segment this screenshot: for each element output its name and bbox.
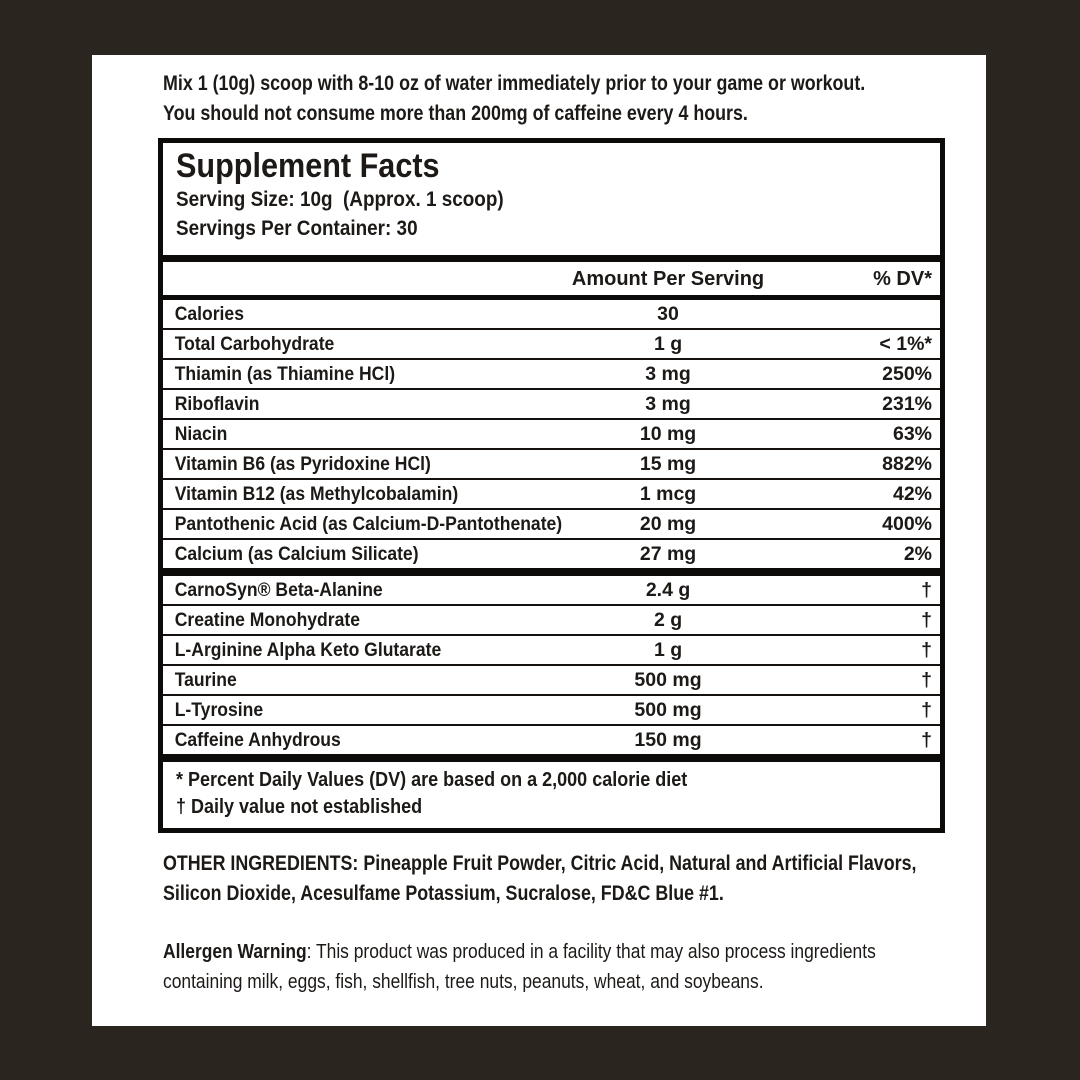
directions-line-1: Mix 1 (10g) scoop with 8-10 oz of water immediately prior to your game or workout. [163,72,866,95]
ingredient-dv: 63% [892,423,932,445]
footnote-dv: * Percent Daily Values (DV) are based on a 2,000 calorie diet [176,769,688,791]
serving-size: Serving Size: 10g (Approx. 1 scoop) [176,188,504,211]
table-header-row [163,262,940,300]
ingredient-dv: † [921,609,932,631]
ingredient-dv: † [921,699,932,721]
servings-per-container: Servings Per Container: 30 [176,217,418,240]
divider-thick-bottom [163,754,940,762]
ingredient-name: Riboflavin [174,393,260,415]
table-row [163,300,940,330]
ingredient-amount: 27 mg [639,543,697,565]
directions-text [163,69,945,129]
ingredient-amount: 30 [657,303,679,325]
ingredient-amount: 3 mg [645,363,691,385]
ingredient-dv: † [921,639,932,661]
ingredient-dv: 2% [903,543,932,565]
ingredient-name: CarnoSyn® Beta-Alanine [174,579,383,601]
allergen-warning-body: : This product was produced in a facility that may also process ingredients containing milk, eggs, fish, shellfish, tree nuts, peanuts, wheat, and soybeans. [163,940,876,993]
ingredient-dv: 42% [892,483,932,505]
ingredient-name: Niacin [174,423,228,445]
table-row [163,666,940,696]
column-header-dv: % DV* [873,268,932,290]
actives-section [163,576,940,754]
ingredient-amount: 2 g [653,609,683,631]
other-ingredients-text: OTHER INGREDIENTS: Pineapple Fruit Powder, Citric Acid, Natural and Artificial Flavors, Silicon Dioxide, Acesulfame Potassium, Sucralose, FD&C Blue #1. [163,852,917,905]
ingredient-dv: 231% [882,393,932,415]
ingredient-amount: 10 mg [639,423,697,445]
panel-title: Supplement Facts [176,147,440,185]
allergen-warning-label: Allergen Warning [163,940,307,963]
vitamins-section [163,300,940,568]
ingredient-dv: † [921,729,932,751]
ingredient-amount: 1 g [653,639,683,661]
table-row [163,360,940,390]
table-row [163,330,940,360]
table-row [163,576,940,606]
footnote-dagger: † Daily value not established [176,796,423,818]
ingredient-amount: 500 mg [634,669,702,691]
ingredient-name: L-Tyrosine [174,699,264,721]
ingredient-amount: 150 mg [634,729,702,751]
table-row [163,636,940,666]
allergen-warning-text [163,937,945,997]
ingredient-amount: 1 mcg [639,483,697,505]
divider-thick-middle [163,568,940,576]
footnotes [176,767,896,821]
directions-line-2: You should not consume more than 200mg of caffeine every 4 hours. [163,102,748,125]
table-row [163,420,940,450]
ingredient-dv: 400% [882,513,932,535]
ingredient-name: Creatine Monohydrate [174,609,360,631]
ingredient-amount: 15 mg [639,453,697,475]
ingredient-amount: 500 mg [634,699,702,721]
ingredient-name: Pantothenic Acid (as Calcium-D-Pantothenate) [174,513,563,535]
ingredient-amount: 20 mg [639,513,697,535]
ingredient-name: Vitamin B6 (as Pyridoxine HCl) [174,453,431,475]
ingredient-name: Calories [174,303,244,325]
ingredient-amount: 3 mg [645,393,691,415]
ingredient-dv: 250% [882,363,932,385]
ingredient-name: Caffeine Anhydrous [174,729,341,751]
supplement-facts-panel [158,138,945,833]
table-row [163,726,940,754]
ingredient-amount: 2.4 g [645,579,691,601]
ingredient-amount: 1 g [653,333,683,355]
table-row [163,390,940,420]
ingredient-name: Total Carbohydrate [174,333,335,355]
table-row [163,450,940,480]
table-row [163,540,940,568]
ingredient-dv: † [921,579,932,601]
divider-thick-top [163,255,940,262]
ingredient-name: L-Arginine Alpha Keto Glutarate [174,639,442,661]
ingredient-name: Calcium (as Calcium Silicate) [174,543,419,565]
ingredient-name: Taurine [174,669,237,691]
ingredient-dv: < 1%* [879,333,932,355]
table-row [163,480,940,510]
ingredient-dv: 882% [882,453,932,475]
ingredient-name: Vitamin B12 (as Methylcobalamin) [174,483,459,505]
ingredient-name: Thiamin (as Thiamine HCl) [174,363,396,385]
column-header-amount: Amount Per Serving [571,268,765,290]
table-row [163,696,940,726]
table-row [163,606,940,636]
table-row [163,510,940,540]
label-card [92,55,986,1026]
ingredient-dv: † [921,669,932,691]
